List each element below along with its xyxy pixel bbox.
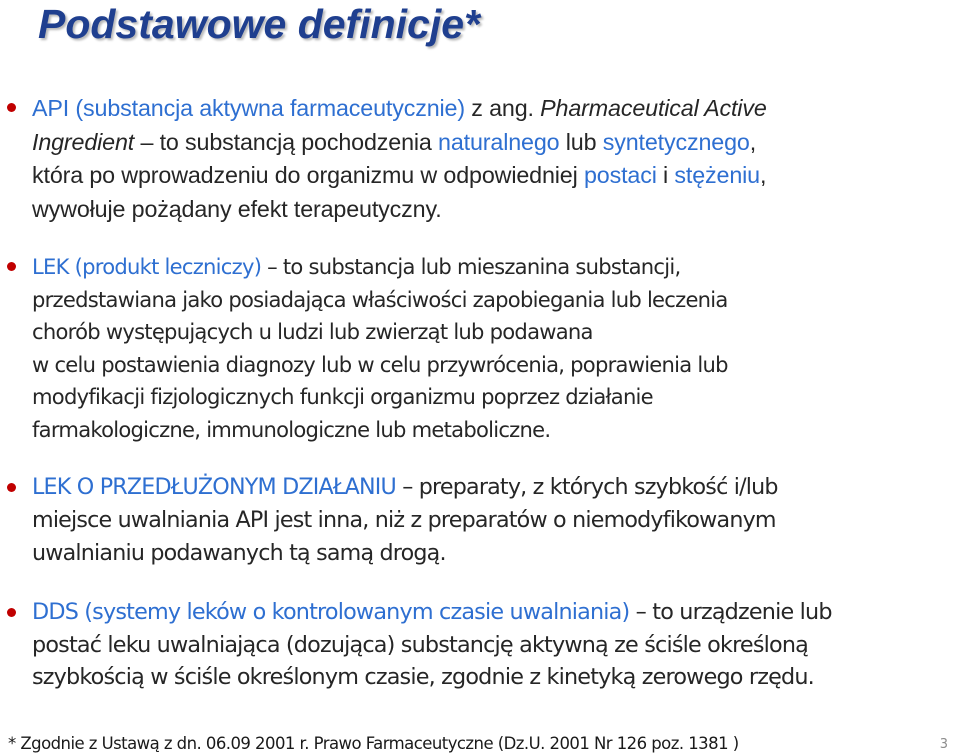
- text-segment: wywołuje pożądany efekt terapeutyczny.: [32, 195, 442, 222]
- text-line: [32, 316, 957, 349]
- text-segment: i: [656, 162, 675, 188]
- text-segment: uwalnianiu podawanych tą samą drogą.: [32, 539, 446, 566]
- text-line: [32, 414, 957, 447]
- bullet-dot: [7, 262, 16, 271]
- bullet-dot: [7, 608, 16, 617]
- text-segment: ,: [749, 128, 757, 155]
- text-segment: postać leku uwalniająca (dozująca) substancję aktywną ze ściśle określoną: [32, 631, 808, 658]
- footnote: * Zgodnie z Ustawą z dn. 06.09 2001 r. Prawo Farmaceutyczne (Dz.U. 2001 Nr 126 poz. 1381 ): [8, 734, 739, 753]
- highlighted-term: API (substancja aktywna farmaceutycznie): [32, 95, 465, 121]
- text-line: [32, 381, 957, 414]
- text-line: [32, 126, 957, 160]
- text-segment: szybkością w ściśle określonym czasie, zgodnie z kinetyką zerowego rzędu.: [32, 664, 814, 690]
- text-segment: Ingredient: [32, 128, 135, 155]
- highlighted-term: LEK (produkt leczniczy): [32, 254, 262, 279]
- bullet-text: [32, 596, 957, 694]
- text-line: [32, 251, 957, 284]
- text-line: [32, 537, 957, 570]
- text-segment: miejsce uwalniania API jest inna, niż z preparatów o niemodyfikowanym: [32, 506, 776, 533]
- text-line: [32, 92, 957, 126]
- bullet-text: [32, 92, 957, 226]
- bullet-dot: [7, 483, 16, 492]
- text-segment: w celu postawienia diagnozy lub w celu przywrócenia, poprawienia lub: [32, 351, 728, 377]
- bullet-text: [32, 471, 957, 569]
- text-segment: – to substancja lub mieszanina substancji,: [261, 254, 681, 279]
- text-segment: modyfikacji fizjologicznych funkcji organizmu poprzez działanie: [32, 384, 653, 410]
- text-line: [32, 349, 957, 382]
- text-segment: – to substancją pochodzenia: [134, 128, 439, 155]
- text-segment: – to urządzenie lub: [629, 599, 832, 625]
- text-line: [32, 159, 957, 193]
- text-segment: farmakologiczne, immunologiczne lub metaboliczne.: [32, 416, 551, 442]
- bullet-dot: [7, 103, 16, 112]
- text-segment: chorób występujących u ludzi lub zwierząt lub podawana: [32, 319, 593, 345]
- text-line: [32, 193, 957, 227]
- text-segment: ,: [759, 162, 767, 188]
- text-line: [32, 596, 957, 629]
- highlighted-term: DDS (systemy leków o kontrolowanym czasie uwalniania): [32, 599, 630, 625]
- slide-title: Podstawowe definicje*: [38, 1, 480, 47]
- text-segment: lub: [559, 128, 603, 155]
- highlighted-term: postaci: [583, 162, 657, 188]
- text-line: [32, 629, 957, 662]
- page-number: 3: [939, 737, 948, 752]
- text-segment: przedstawiana jako posiadająca właściwości zapobiegania lub leczenia: [32, 286, 728, 312]
- text-line: [32, 284, 957, 317]
- text-segment: Pharmaceutical Active: [540, 95, 767, 121]
- text-segment: z ang.: [464, 95, 541, 121]
- text-segment: – preparaty, z których szybkość i/lub: [395, 474, 778, 500]
- text-line: [32, 661, 957, 694]
- text-segment: która po wprowadzeniu do organizmu w odpowiedniej: [32, 162, 584, 188]
- text-line: [32, 471, 957, 504]
- highlighted-term: LEK O PRZEDŁUŻONYM DZIAŁANIU: [32, 474, 396, 500]
- text-line: [32, 504, 957, 537]
- highlighted-term: naturalnego: [438, 128, 560, 155]
- highlighted-term: stężeniu: [674, 162, 760, 188]
- bullet-text: [32, 251, 957, 447]
- highlighted-term: syntetycznego: [602, 128, 750, 155]
